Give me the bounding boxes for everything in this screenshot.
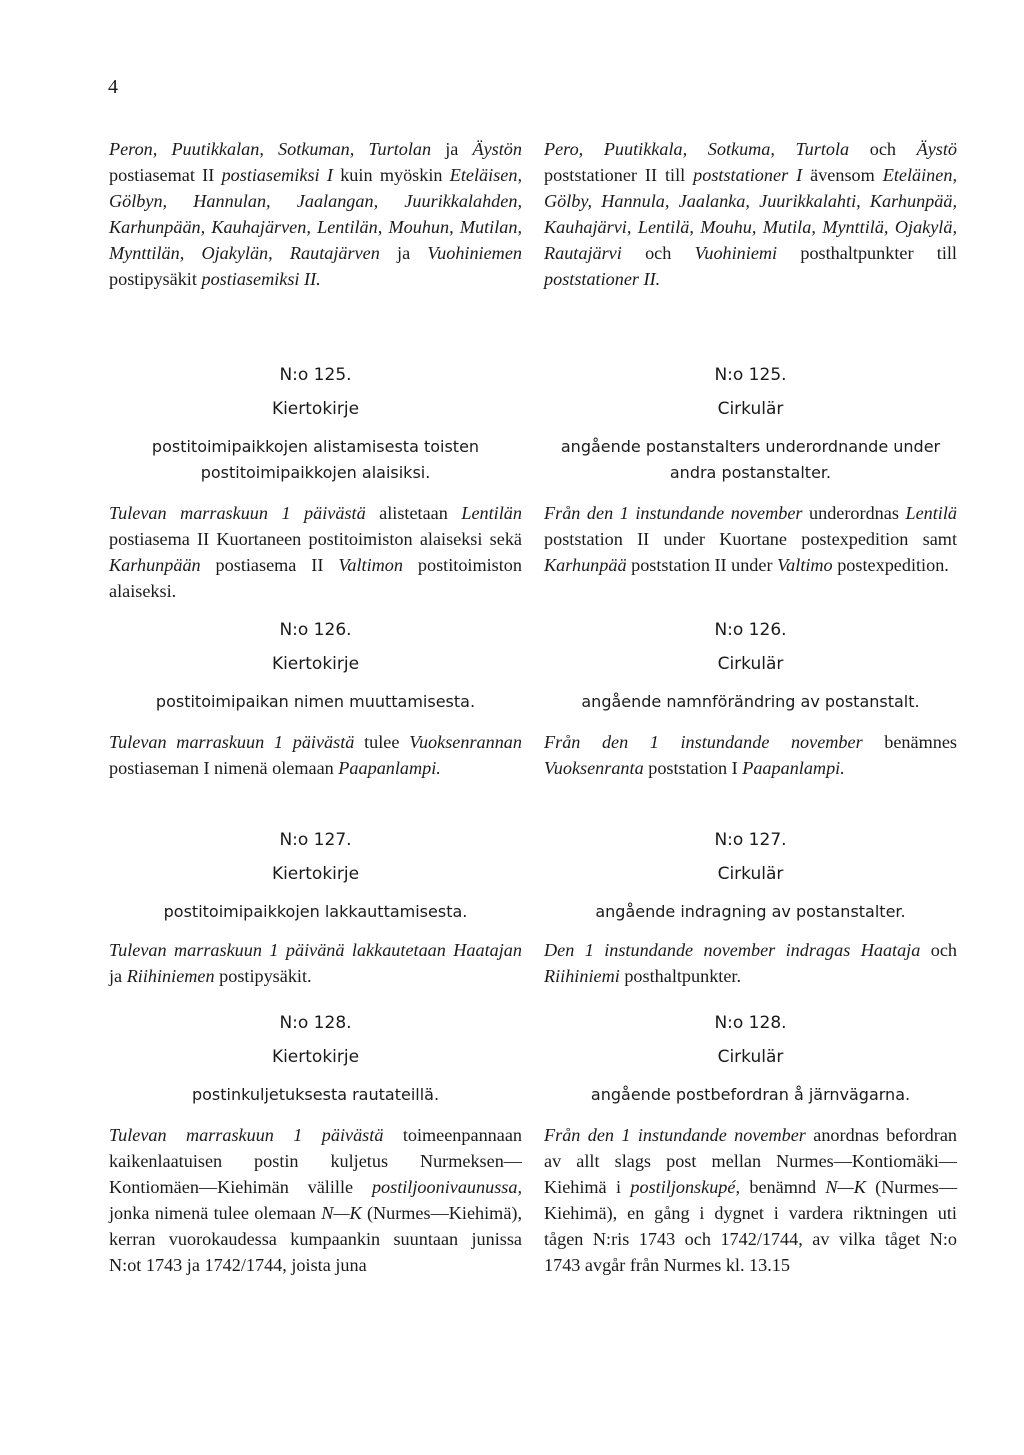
- italic-text-run: postiasemiksi I: [221, 165, 333, 186]
- circular-body: [109, 729, 522, 781]
- circular-125: [109, 364, 522, 604]
- italic-text-run: poststationer I: [693, 165, 803, 186]
- text-run: tulee: [354, 732, 410, 752]
- circular-body: [109, 500, 522, 604]
- italic-text-run: Tulevan marraskuun 1 päivänä lakkautetaan Haatajan: [109, 940, 522, 960]
- text-run: och: [621, 243, 695, 264]
- italic-text-run: Paapanlampi.: [338, 758, 441, 779]
- circular-subject: angående indragning av postanstalter.: [595, 902, 906, 921]
- circular-128: [544, 1012, 957, 1279]
- italic-text-run: Karhunpää: [544, 555, 627, 576]
- italic-text-run: Vuoksenrannan: [409, 732, 522, 752]
- italic-text-run: N—K: [321, 1203, 362, 1224]
- italic-text-run: Lentilä: [905, 503, 957, 523]
- text-run: ja: [109, 966, 127, 987]
- circular-subject: postitoimipaikan nimen muuttamisesta.: [155, 692, 476, 711]
- circular-kind: Kiertokirje: [271, 864, 360, 884]
- circular-number: N:o 126.: [714, 620, 787, 640]
- text-run: postiasema II: [200, 555, 339, 576]
- intro-paragraph: [544, 136, 957, 293]
- circular-body: [109, 1122, 522, 1279]
- italic-text-run: Tulevan marraskuun 1 päivästä: [109, 732, 355, 752]
- italic-text-run: Valtimon: [338, 555, 403, 576]
- italic-text-run: Valtimo: [777, 555, 833, 576]
- italic-text-run: postiasemiksi II.: [201, 269, 321, 290]
- italic-text-run: Vuohiniemi: [694, 243, 778, 264]
- text-run: postipysäkit.: [214, 966, 312, 987]
- text-run: kuin myöskin: [332, 165, 450, 186]
- circular-number: N:o 128.: [714, 1013, 787, 1033]
- italic-text-run: Från den 1 instundande november: [544, 503, 803, 523]
- circular-number: N:o 125.: [714, 365, 787, 385]
- circular-127: [109, 829, 522, 989]
- text-run: poststation I: [643, 758, 743, 779]
- italic-text-run: poststationer II.: [544, 269, 661, 290]
- circular-kind: Cirkulär: [717, 654, 784, 674]
- text-run: jonka nimenä tulee olemaan: [109, 1203, 322, 1224]
- circular-body: [544, 729, 957, 781]
- circular-kind: Cirkulär: [717, 864, 784, 884]
- italic-text-run: Paapanlampi.: [742, 758, 845, 779]
- text-run: postiaseman I nimenä olemaan: [109, 758, 339, 779]
- italic-text-run: Pero, Puutikkala, Sotkuma, Turtola: [544, 139, 850, 159]
- text-run: postitoimiston alaiseksi.: [109, 555, 522, 602]
- circular-kind: Cirkulär: [717, 1047, 784, 1067]
- circular-subject: postinkuljetuksesta rautateillä.: [191, 1085, 440, 1104]
- circular-125: [544, 364, 957, 578]
- circular-body: [544, 937, 957, 989]
- italic-text-run: Lentilän: [461, 503, 522, 523]
- italic-text-run: Tulevan marraskuun 1 päivästä: [109, 1125, 384, 1145]
- text-run: postipysäkit: [109, 269, 202, 290]
- italic-text-run: Eteläinen, Gölby, Hannula, Jaalanka, Juurikkalahti, Karhunpää, Kauhajärvi, Lentilä, Mouhu, Mutila, Mynttilä, Ojakylä, Rautajärvi: [544, 165, 957, 264]
- page-number: 4: [108, 76, 118, 98]
- italic-text-run: Från den 1 instundande november: [544, 732, 863, 752]
- italic-text-run: N—K: [825, 1177, 866, 1198]
- italic-text-run: Riihiniemi: [544, 966, 620, 987]
- text-run: poststationer II till: [544, 165, 694, 186]
- circular-subject: angående namnförändring av postanstalt.: [581, 692, 920, 711]
- italic-text-run: Vuohiniemen: [427, 243, 522, 264]
- circular-128: [109, 1012, 522, 1279]
- text-run: och: [849, 139, 917, 159]
- text-run: posthaltpunkter till: [777, 243, 957, 264]
- text-run: (Nurmes—Kiehimä), kerran vuorokaudessa kumpaankin suuntaan junissa N:ot 1743 ja 1742/1744, joista juna: [109, 1203, 523, 1276]
- circular-body: [544, 500, 957, 578]
- circular-subject: angående postbefordran å järnvägarna.: [590, 1085, 911, 1104]
- text-run: benämnes: [862, 732, 957, 752]
- circular-kind: Kiertokirje: [271, 399, 360, 419]
- italic-text-run: Från den 1 instundande november: [544, 1125, 806, 1145]
- text-run: (Nurmes—Kiehimä), en gång i dygnet i vardera riktningen uti tågen N:ris 1743 och 1742/1744, av vilka tåget N:o 1743 avgår från Nurmes kl. 13.15: [544, 1177, 958, 1276]
- text-run: och: [920, 940, 958, 960]
- text-run: postiasema II Kuortaneen postitoimiston alaiseksi sekä: [109, 529, 522, 550]
- italic-text-run: Äystö: [916, 139, 958, 159]
- circular-kind: Kiertokirje: [271, 654, 360, 674]
- text-run: poststation II under: [626, 555, 778, 576]
- italic-text-run: Eteläisen, Gölbyn, Hannulan, Jaalangan, Juurikkalahden, Karhunpään, Kauhajärven, Lentilän, Mouhun, Mutilan, Mynttilän, Ojakylän, Rautajärven: [109, 165, 522, 264]
- circular-126: [109, 619, 522, 781]
- circular-kind: Kiertokirje: [271, 1047, 360, 1067]
- italic-text-run: Den 1 instundande november indragas Haataja: [544, 940, 921, 960]
- text-run: benämnd: [740, 1177, 826, 1198]
- text-run: postiasemat II: [109, 165, 222, 186]
- italic-text-run: Äystön: [472, 139, 522, 159]
- text-run: ja: [431, 139, 473, 159]
- text-run: postexpedition.: [832, 555, 949, 576]
- italic-text-run: Peron, Puutikkalan, Sotkuman, Turtolan: [109, 139, 432, 159]
- circular-126: [544, 619, 957, 781]
- text-run: alistetaan: [365, 503, 462, 523]
- circular-subject: postitoimipaikkojen lakkauttamisesta.: [163, 902, 468, 921]
- italic-text-run: Tulevan marraskuun 1 päivästä: [109, 503, 366, 523]
- circular-subject: angående postanstalters underordnande under andra postanstalter.: [560, 437, 941, 482]
- circular-number: N:o 127.: [279, 830, 352, 850]
- circular-number: N:o 126.: [279, 620, 352, 640]
- intro-paragraph: [109, 136, 522, 293]
- text-run: ja: [379, 243, 428, 264]
- circular-subject: postitoimipaikkojen alistamisesta toisten postitoimipaikkojen alaisiksi.: [151, 437, 480, 482]
- italic-text-run: postiljoonivaunussa,: [371, 1177, 522, 1198]
- circular-body: [544, 1122, 957, 1279]
- text-run: underordnas: [802, 503, 906, 523]
- circular-number: N:o 125.: [279, 365, 352, 385]
- italic-text-run: Karhunpään: [109, 555, 201, 576]
- text-run: anordnas befordran av allt slags post mellan Nurmes—Kontiomäki—Kiehimä i: [544, 1125, 957, 1198]
- circular-127: [544, 829, 957, 989]
- circular-number: N:o 127.: [714, 830, 787, 850]
- text-run: posthaltpunkter.: [619, 966, 742, 987]
- italic-text-run: postiljonskupé,: [630, 1177, 741, 1198]
- text-run: toimeenpannaan kaikenlaatuisen postin kuljetus Nurmeksen—Kontiomäen—Kiehimän välille: [109, 1125, 522, 1198]
- circular-body: [109, 937, 522, 989]
- italic-text-run: Riihiniemen: [126, 966, 215, 987]
- text-run: ävensom: [802, 165, 883, 186]
- text-run: poststation II under Kuortane postexpedition samt: [544, 529, 957, 550]
- italic-text-run: Vuoksenranta: [544, 758, 644, 779]
- circular-kind: Cirkulär: [717, 399, 784, 419]
- circular-number: N:o 128.: [279, 1013, 352, 1033]
